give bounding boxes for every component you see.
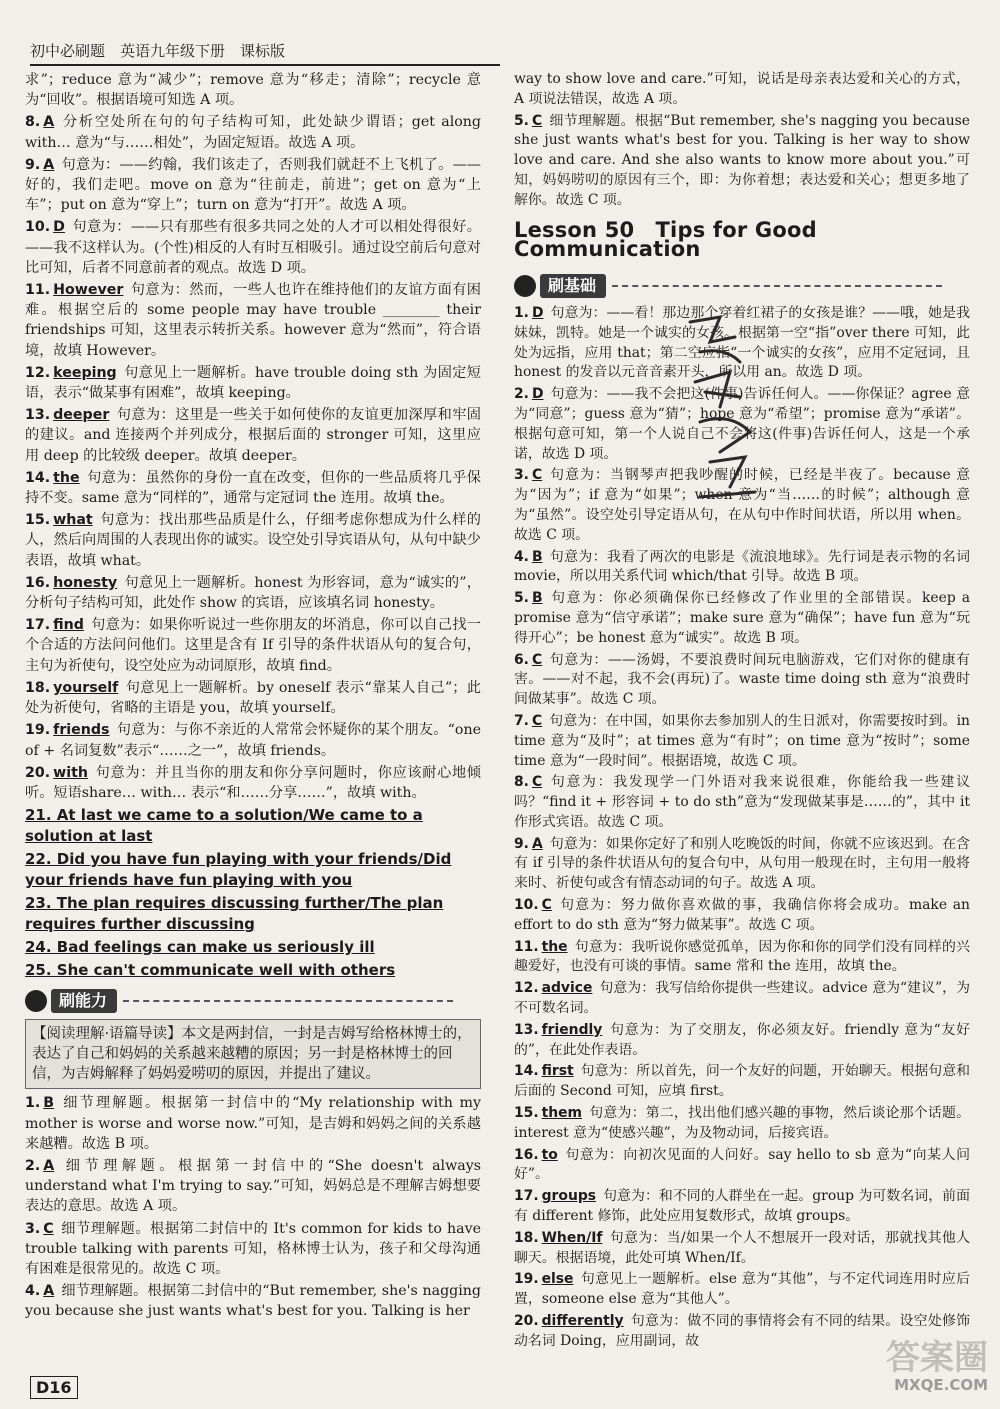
answer-item bbox=[25, 1156, 481, 1217]
item-number: 3. bbox=[25, 1220, 41, 1237]
item-answer: else bbox=[541, 1271, 574, 1288]
item-explanation: 句意为：——约翰，我们该走了，否则我们就赶不上飞机了。——好的，我们走吧。move on 意为“往前走，前进”；get on 意为“上车”；put on 意为“穿上”；turn on 意为“打开”。故选 A 项。 bbox=[25, 156, 481, 214]
item-explanation: 句意为：第二，找出他们感兴趣的事物，然后谈论那个话题。interest 意为“使感兴趣”，为及物动词，后接宾语。 bbox=[514, 1105, 970, 1141]
item-number: 4. bbox=[514, 548, 529, 565]
badge-icon bbox=[514, 275, 536, 297]
item-answer: differently bbox=[541, 1313, 624, 1330]
sentence-answer: 22. Did you have fun playing with your friends/Did your friends have fun playing with you bbox=[25, 850, 452, 890]
item-number: 2. bbox=[514, 386, 529, 403]
item-explanation: 句意见上一题解析。honest 为形容词，意为“诚实的”，分析句子结构可知，此处作 show 的宾语，应该填名词 honesty。 bbox=[25, 574, 481, 612]
item-number: 14. bbox=[25, 469, 51, 486]
item-number: 8. bbox=[25, 114, 41, 131]
item-explanation: 句意为：并且当你的朋友和你分享问题时，你应该耐心地倾听。短语share… with… 表示“和……分享……”，故填 with。 bbox=[25, 764, 481, 801]
answer-item bbox=[514, 651, 970, 710]
item-explanation: 句意为：所以首先，问一个友好的问题，开始聊天。根据句意和后面的 Second 可知，应填 first。 bbox=[514, 1063, 970, 1100]
item-number: 3. bbox=[514, 467, 529, 484]
item-answer: keeping bbox=[53, 364, 117, 381]
answer-item bbox=[514, 1021, 970, 1061]
section-divider bbox=[123, 1000, 453, 1002]
item-explanation: 细节理解题。根据第一封信中的“My relationship with my mother is worse and worse now.”可知，是吉姆和妈妈之间的关系越来越糟。故选 B 项。 bbox=[25, 1095, 481, 1152]
item-answer: to bbox=[541, 1146, 558, 1163]
item-answer: C bbox=[531, 467, 543, 484]
item-explanation: 句意为：努力做你喜欢做的事，我确信你将会成功。make an effort to do sth 意为“努力做某事”。故选 C 项。 bbox=[514, 897, 970, 933]
item-number: 13. bbox=[514, 1021, 539, 1038]
item-number: 13. bbox=[25, 407, 51, 424]
item-answer: B bbox=[531, 590, 543, 607]
page-number: D16 bbox=[30, 1376, 78, 1399]
item-answer: C bbox=[531, 712, 543, 729]
item-explanation: 句意为：在中国，如果你去参加别人的生日派对，你需要按时到。in time 意为“及时”；at times 意为“有时”；on time 意为“按时”；some time 意为“一段时间”。根据语境，故选 C 项。 bbox=[514, 712, 970, 769]
answer-item bbox=[514, 835, 970, 894]
right-column bbox=[514, 70, 970, 1354]
item-answer: friendly bbox=[541, 1021, 603, 1038]
item-number: 7. bbox=[514, 712, 529, 729]
item-answer: yourself bbox=[53, 679, 119, 696]
item-explanation: 句意为：我写信给你提供一些建议。advice 意为“建议”，为不可数名词。 bbox=[514, 980, 970, 1017]
left-continuation: 求”；reduce 意为“减少”；remove 意为“移走；清除”；recycle 意为“回收”。根据语境可知选 A 项。 bbox=[25, 72, 481, 109]
item-explanation: 句意见上一题解析。have trouble doing sth 为固定短语，表示“做某事有困难”，故填 keeping。 bbox=[25, 364, 481, 402]
answer-item bbox=[25, 1093, 481, 1154]
item-explanation: 句意为：和不同的人群坐在一起。group 为可数名词，前面有 different 修饰，此处应用复数形式，故填 groups。 bbox=[514, 1188, 970, 1225]
item-answer: the bbox=[53, 469, 80, 486]
item-number: 16. bbox=[514, 1146, 539, 1163]
item-number: 9. bbox=[514, 835, 529, 852]
item-explanation: 句意为：虽然你的身份一直在改变，但你的一些品质将几乎保持不变。same 意为“同样的”，通常与定冠词 the 连用。故填 the。 bbox=[25, 469, 481, 507]
item-number: 20. bbox=[514, 1313, 539, 1330]
answer-item bbox=[514, 548, 970, 588]
item-answer: A bbox=[43, 1157, 55, 1174]
item-answer: them bbox=[541, 1105, 583, 1122]
item-number: 5. bbox=[514, 112, 529, 129]
item-number: 15. bbox=[514, 1105, 539, 1122]
item-number: 9. bbox=[25, 156, 41, 173]
item-answer: with bbox=[53, 764, 88, 781]
item-answer: honesty bbox=[53, 574, 118, 591]
answer-item bbox=[25, 615, 481, 676]
item-answer: friends bbox=[53, 722, 110, 739]
item-explanation: 句意为：与你不亲近的人常常会怀疑你的某个朋友。“one of + 名词复数”表示“……之一”，故填 friends。 bbox=[25, 722, 481, 759]
item-explanation: 句意为：为了交朋友，你必须友好。friendly 意为“友好的”，在此处作表语。 bbox=[514, 1021, 970, 1058]
answer-item bbox=[25, 720, 481, 760]
lesson-title: Lesson 50 Tips for Good Communication bbox=[514, 217, 817, 262]
item-number: 10. bbox=[514, 897, 539, 914]
answer-item bbox=[514, 773, 970, 832]
item-number: 18. bbox=[25, 679, 51, 696]
answer-item bbox=[25, 1281, 481, 1321]
sentence-answer: 25. She can't communicate well with others bbox=[25, 961, 396, 980]
item-answer: A bbox=[531, 835, 543, 852]
section-badge-ability bbox=[25, 989, 453, 1013]
item-explanation: 细节理解题。根据“But remember, she's nagging you because she just wants what's best for you. Talking is her way to show love and care. And she also wants to know more about you.”可知，妈妈唠叨的原因有三个，即：为你着想；表达爱和关心；想更多地了解你。故选 C 项。 bbox=[514, 112, 970, 208]
item-number: 2. bbox=[25, 1157, 41, 1174]
item-answer: C bbox=[531, 774, 543, 791]
answer-item bbox=[25, 573, 481, 613]
sentence-answer: 21. At last we came to a solution/We came to a solution at last bbox=[25, 806, 423, 846]
left-item-list bbox=[25, 112, 481, 803]
item-explanation: 句意为：我看了两次的电影是《流浪地球》。先行词是表示物的名词 movie，所以用关系代词 which/that 引导。故选 B 项。 bbox=[514, 548, 970, 585]
item-answer: find bbox=[53, 617, 84, 634]
item-number: 19. bbox=[514, 1271, 539, 1288]
item-number: 12. bbox=[25, 364, 51, 381]
item-answer: C bbox=[541, 897, 552, 914]
answer-item bbox=[514, 1229, 970, 1269]
item-answer: D bbox=[531, 304, 544, 321]
answer-item bbox=[25, 763, 481, 803]
handwriting-scribble bbox=[680, 312, 770, 512]
item-explanation: 句意为：如果你定好了和别人吃晚饭的时间，你就不应该迟到。在含有 if 引导的条件状语从句的复合句中，从句用一般现在时，主句用一般将来时、祈使句或含有情态动词的句子。故选 A 项。 bbox=[514, 835, 970, 892]
answer-item bbox=[514, 1187, 970, 1227]
item-explanation: 句意为：我听说你感觉孤单，因为你和你的同学们没有同样的兴趣爱好，也没有可谈的事情。same 常和 the 连用，故填 the。 bbox=[514, 938, 970, 975]
item-answer: advice bbox=[541, 980, 593, 997]
item-explanation: 句意为：——只有那些有很多共同之处的人才可以相处得很好。——我不这样认为。(个性)相反的人有时互相吸引。通过设空前后句意对比可知，后者不同意前者的观点。故选 D 项。 bbox=[25, 219, 481, 276]
reading-guide: 【阅读理解·语篇导读】本文是两封信，一封是吉姆写给格林博士的，表达了自己和妈妈的关系越来越糟的原因；另一封是格林博士的回信，为吉姆解释了妈妈爱唠叨的原因，并提出了建议。 bbox=[25, 1019, 481, 1089]
sentence-answer: 24. Bad feelings can make us seriously ill bbox=[25, 938, 375, 957]
item-answer: C bbox=[531, 112, 543, 129]
item-explanation: 句意为：这里是一些关于如何使你的友谊更加深厚和牢固的建议。and 连接两个并列成分，根据后面的 stronger 可知，这里应用 deep 的比较级 deeper。故填 deeper。 bbox=[25, 407, 481, 464]
item-explanation: 句意见上一题解析。by oneself 表示“靠某人自己”；此处为祈使句，省略的主语是 you，故填 yourself。 bbox=[25, 679, 481, 717]
item-answer: C bbox=[531, 651, 543, 668]
answer-item bbox=[514, 1146, 970, 1186]
answer-item bbox=[514, 896, 970, 936]
answer-item bbox=[514, 979, 970, 1019]
item-explanation: 细节理解题。根据第二封信中的 It's common for kids to have trouble talking with parents 可知，格林博士认为，孩子和父母沟通有困难是很常见的。故选 C 项。 bbox=[25, 1220, 481, 1277]
left-column bbox=[25, 70, 481, 1324]
left-answer-list bbox=[25, 805, 481, 981]
reading-answer-list bbox=[25, 1093, 481, 1321]
item-answer: first bbox=[541, 1063, 574, 1080]
item-answer: A bbox=[43, 156, 55, 173]
item-explanation: 句意为：当/如果一个人不想展开一段对话，那就找其他人聊天。根据语境，此处可填 When/If。 bbox=[514, 1229, 970, 1266]
item-explanation: 句意为：然而，一些人也许在维持他们的友谊方面有困难。根据空后的 some people may have trouble ________ their friendships 可知，这里表示转折关系。however 意为“然而”，符合语境，故填 However。 bbox=[25, 282, 481, 359]
item-number: 15. bbox=[25, 512, 51, 529]
item-explanation: 句意为：如果你听说过一些你朋友的坏消息，你可以自己找一个合适的方法问问他们。这里是含有 If 引导的条件状语从句的复合句，主句为祈使句，设空处应为动词原形，故填 find。 bbox=[25, 617, 481, 674]
answer-item bbox=[514, 112, 970, 211]
item-number: 20. bbox=[25, 764, 51, 781]
item-number: 5. bbox=[514, 590, 529, 607]
item-explanation: 句意为：——汤姆，不要浪费时间玩电脑游戏，它们对你的健康有害。——对不起，我不会(再玩)了。waste time doing sth 意为“浪费时间做某事”。故选 C 项。 bbox=[514, 651, 970, 708]
item-answer: B bbox=[43, 1095, 55, 1112]
item-number: 8. bbox=[514, 774, 529, 791]
item-number: 11. bbox=[25, 282, 51, 299]
answer-item bbox=[25, 112, 481, 152]
watermark-logo: 答案圈 bbox=[886, 1338, 988, 1378]
answer-item bbox=[514, 1270, 970, 1310]
item-explanation: 句意为：找出那些品质是什么，仔细考虑你想成为什么样的人，然后向周围的人表现出你的诚实。设空处引导宾语从句，从句中缺少表语，故填 what。 bbox=[25, 512, 481, 569]
sentence-answer: 23. The plan requires discussing further/The plan requires further discussing bbox=[25, 894, 444, 934]
answer-item bbox=[514, 589, 970, 648]
answer-item bbox=[25, 1219, 481, 1280]
item-answer: C bbox=[43, 1220, 54, 1237]
item-answer: the bbox=[541, 938, 568, 955]
item-number: 19. bbox=[25, 722, 51, 739]
item-number: 18. bbox=[514, 1229, 539, 1246]
answer-item bbox=[514, 938, 970, 978]
item-explanation: 句意见上一题解析。else 意为“其他”，与不定代词连用时应后置，someone else 意为“其他人”。 bbox=[514, 1271, 970, 1308]
answer-item bbox=[514, 712, 970, 771]
item-number: 4. bbox=[25, 1283, 41, 1300]
item-explanation: 细节理解题。根据第二封信中的“But remember, she's nagging you because she just wants what's best for you. Talking is her bbox=[25, 1283, 481, 1320]
answer-item bbox=[25, 678, 481, 718]
item-explanation: 句意为：当钢琴声把我吵醒的时候，已经是半夜了。because 意为“因为”；if 意为“如果”；when 意为“当……的时候”；although 意为“虽然”。设空处引导定语从句，在从句中作时间状语，所以用 when。故选 C 项。 bbox=[514, 467, 970, 543]
watermark-url: MXQE.COM bbox=[894, 1376, 988, 1394]
item-answer: A bbox=[43, 1283, 55, 1300]
page-header bbox=[30, 40, 500, 61]
answer-item bbox=[25, 363, 481, 403]
answer-item bbox=[25, 405, 481, 466]
answer-item bbox=[25, 217, 481, 278]
answer-item bbox=[514, 1062, 970, 1102]
item-number: 14. bbox=[514, 1063, 539, 1080]
item-answer: When/If bbox=[541, 1229, 603, 1246]
answer-item bbox=[25, 510, 481, 571]
item-explanation: 句意为：做不同的事情将会有不同的结果。设空处修饰动名词 Doing，应用副词，故 bbox=[514, 1313, 970, 1349]
answer-item bbox=[25, 155, 481, 216]
item-number: 10. bbox=[25, 219, 51, 236]
item-number: 1. bbox=[25, 1095, 41, 1112]
item-answer: groups bbox=[541, 1188, 597, 1205]
item-number: 11. bbox=[514, 938, 539, 955]
answer-item bbox=[514, 1104, 970, 1144]
right-continuation: way to show love and care.”可知，说话是母亲表达爱和关心的方式，A 项说法错误，故选 A 项。 bbox=[514, 71, 970, 107]
section-badge-basic bbox=[514, 274, 942, 298]
item-answer: deeper bbox=[53, 407, 110, 424]
item-answer: B bbox=[531, 548, 543, 565]
item-explanation: 句意为：——看！那边那个穿着红裙子的女孩是谁？——哦，她是我妹妹，凯特。她是一个诚实的女孩。根据第一空“指”over there 可知，此处为远指，应用 that；第二空应指“一个诚实的女孩”，应用不定冠词，且 honest 的发音以元音音素开头，所以用 an。故选 D 项。 bbox=[514, 304, 970, 381]
answer-item bbox=[25, 468, 481, 508]
item-explanation: 细节理解题。根据第一封信中的“She doesn't always understand what I'm trying to say.”可知，妈妈总是不理解吉姆想要表达的意思。故选 A 项。 bbox=[25, 1157, 481, 1215]
item-answer: A bbox=[43, 114, 55, 131]
item-number: 12. bbox=[514, 980, 539, 997]
item-explanation: 句意为：——我不会把这(件事)告诉任何人。——你保证？agree 意为“同意”；guess 意为“猜”；hope 意为“希望”；promise 意为“承诺”。根据句意可知，第一个人说自己不会将这(件事)告诉任何人，这是一个承诺，故选 D 项。 bbox=[514, 386, 970, 462]
item-answer: D bbox=[53, 219, 65, 236]
item-answer: However bbox=[53, 282, 124, 299]
item-answer: D bbox=[531, 386, 544, 403]
item-answer: what bbox=[53, 512, 93, 529]
item-number: 6. bbox=[514, 651, 529, 668]
badge-icon bbox=[25, 990, 47, 1012]
section-divider bbox=[612, 285, 942, 287]
item-number: 1. bbox=[514, 304, 529, 321]
item-number: 16. bbox=[25, 574, 51, 591]
section-label: 刷基础 bbox=[540, 274, 606, 298]
section-label: 刷能力 bbox=[51, 989, 117, 1013]
item-number: 17. bbox=[514, 1188, 539, 1205]
item-explanation: 句意为：你必须确保你已经修改了作业里的全部错误。keep a promise 意为“信守承诺”；make sure 意为“确保”；have fun 意为“玩得开心”；be honest 意为“诚实”。故选 B 项。 bbox=[514, 590, 970, 646]
item-number: 17. bbox=[25, 617, 51, 634]
header-rule bbox=[30, 64, 500, 66]
header-title: 初中必刷题 英语九年级下册 课标版 bbox=[30, 42, 286, 60]
item-explanation: 分析空处所在句的句子结构可知，此处缺少谓语；get along with… 意为“与……相处”，为固定短语。故选 A 项。 bbox=[25, 114, 481, 151]
item-explanation: 句意为：向初次见面的人问好。say hello to sb 意为“向某人问好”。 bbox=[514, 1146, 970, 1183]
item-explanation: 句意为：我发现学一门外语对我来说很难，你能给我一些建议吗？“find it + 形容词 + to do sth”意为“发现做某事是……的”，其中 it 作形式宾语。故选 C 项。 bbox=[514, 774, 970, 830]
watermark bbox=[886, 1340, 988, 1394]
answer-item bbox=[25, 280, 481, 361]
